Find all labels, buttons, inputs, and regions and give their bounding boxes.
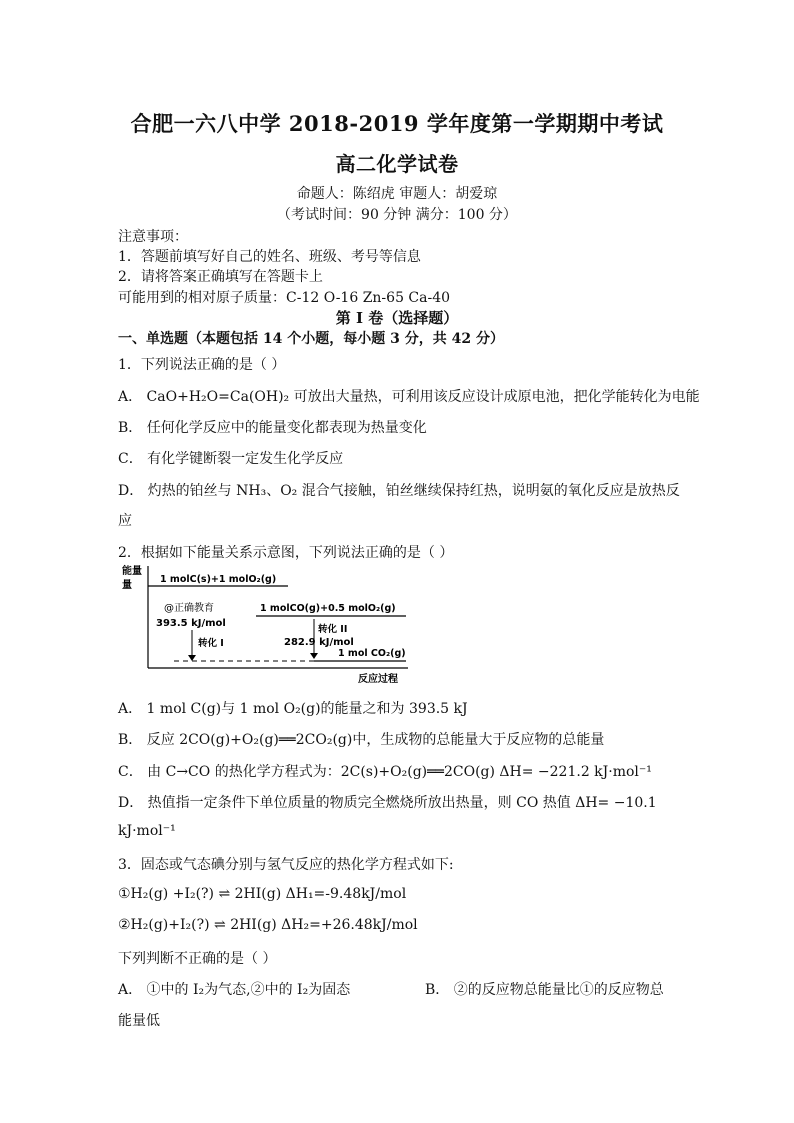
x-axis-label: 反应过程 — [358, 674, 398, 685]
exam-authors: 命题人：陈绍虎 审题人：胡爱琼 — [296, 186, 498, 202]
notice-heading: 注意事项： — [118, 229, 188, 245]
q1-stem: 1．下列说法正确的是（ ） — [118, 357, 286, 373]
level-3-label: 1 mol CO₂(g) — [338, 648, 406, 659]
part-title: 一、单选题（本题包括 14 个小题，每小题 3 分，共 42 分） — [118, 331, 504, 347]
y-axis-label-2: 量 — [122, 580, 132, 591]
q3-option-b-cont: 能量低 — [118, 1013, 160, 1029]
q2-stem: 2．根据如下能量关系示意图，下列说法正确的是（ ） — [118, 545, 454, 561]
exam-subtitle: 高二化学试卷 — [335, 152, 459, 176]
q2-option-c: C． 由 C→CO 的热化学方程式为：2C(s)+O₂(g)══2CO(g) ΔH= −221.2 kJ·mol⁻¹ — [118, 764, 652, 780]
q3-equation-1: ①H₂(g) +I₂(?) ⇌ 2HI(g) ΔH₁=-9.48kJ/mol — [118, 886, 407, 902]
conversion-1-label: 转化 I — [198, 638, 224, 649]
energy-1-label: 393.5 kJ/mol — [156, 618, 226, 629]
exam-time-info: （考试时间：90 分钟 满分：100 分） — [277, 207, 517, 223]
q1-option-c: C． 有化学键断裂一定发生化学反应 — [118, 451, 344, 467]
q3-option-a: A． ①中的 I₂为气态,②中的 I₂为固态 — [118, 982, 351, 998]
q2-option-b: B． 反应 2CO(g)+O₂(g)══2CO₂(g)中，生成物的总能量大于反应物的总能量 — [118, 732, 605, 748]
q2-option-d: D． 热值指一定条件下单位质量的物质完全燃烧所放出热量，则 CO 热值 ΔH= −10.1 — [118, 795, 657, 811]
q2-option-a: A． 1 mol C(g)与 1 mol O₂(g)的能量之和为 393.5 kJ — [118, 701, 468, 717]
notice-item-2: 2．请将答案正确填写在答题卡上 — [118, 269, 323, 285]
q3-stem: 3．固态或气态碘分别与氢气反应的热化学方程式如下: — [118, 857, 454, 873]
q1-option-d: D． 灼热的铂丝与 NH₃、O₂ 混合气接触，铂丝继续保持红热，说明氨的氧化反应是放热反 — [118, 483, 680, 499]
q1-option-d-cont: 应 — [118, 513, 132, 529]
level-2-label: 1 molCO(g)+0.5 molO₂(g) — [260, 603, 396, 614]
exam-title: 合肥一六八中学 2018-2019 学年度第一学期期中考试 — [130, 111, 664, 136]
y-axis-label: 能量 — [122, 566, 142, 577]
level-1-label: 1 molC(s)+1 molO₂(g) — [160, 574, 277, 585]
energy-2-label: 282.9 kJ/mol — [284, 637, 354, 648]
watermark-label: @正确教育 — [164, 603, 214, 614]
q1-option-b: B． 任何化学反应中的能量变化都表现为热量变化 — [118, 420, 427, 436]
q1-option-a: A． CaO+H₂O=Ca(OH)₂ 可放出大量热，可利用该反应设计成原电池，把化学能转化为电能 — [118, 389, 700, 405]
volume-title: 第 I 卷（选择题） — [335, 309, 459, 327]
energy-diagram — [118, 560, 418, 690]
atomic-mass-note: 可能用到的相对原子质量：C-12 O-16 Zn-65 Ca-40 — [118, 290, 451, 306]
q2-option-d-cont: kJ·mol⁻¹ — [118, 823, 176, 839]
notice-item-1: 1．答题前填写好自己的姓名、班级、考号等信息 — [118, 249, 421, 265]
conversion-2-label: 转化 II — [318, 624, 348, 635]
q3-ask: 下列判断不正确的是（ ） — [118, 951, 277, 967]
q3-equation-2: ②H₂(g)+I₂(?) ⇌ 2HI(g) ΔH₂=+26.48kJ/mol — [118, 917, 418, 933]
arrow-2-head — [310, 653, 318, 659]
arrow-1-head — [188, 655, 196, 661]
q3-option-b: B． ②的反应物总能量比①的反应物总 — [425, 982, 664, 998]
